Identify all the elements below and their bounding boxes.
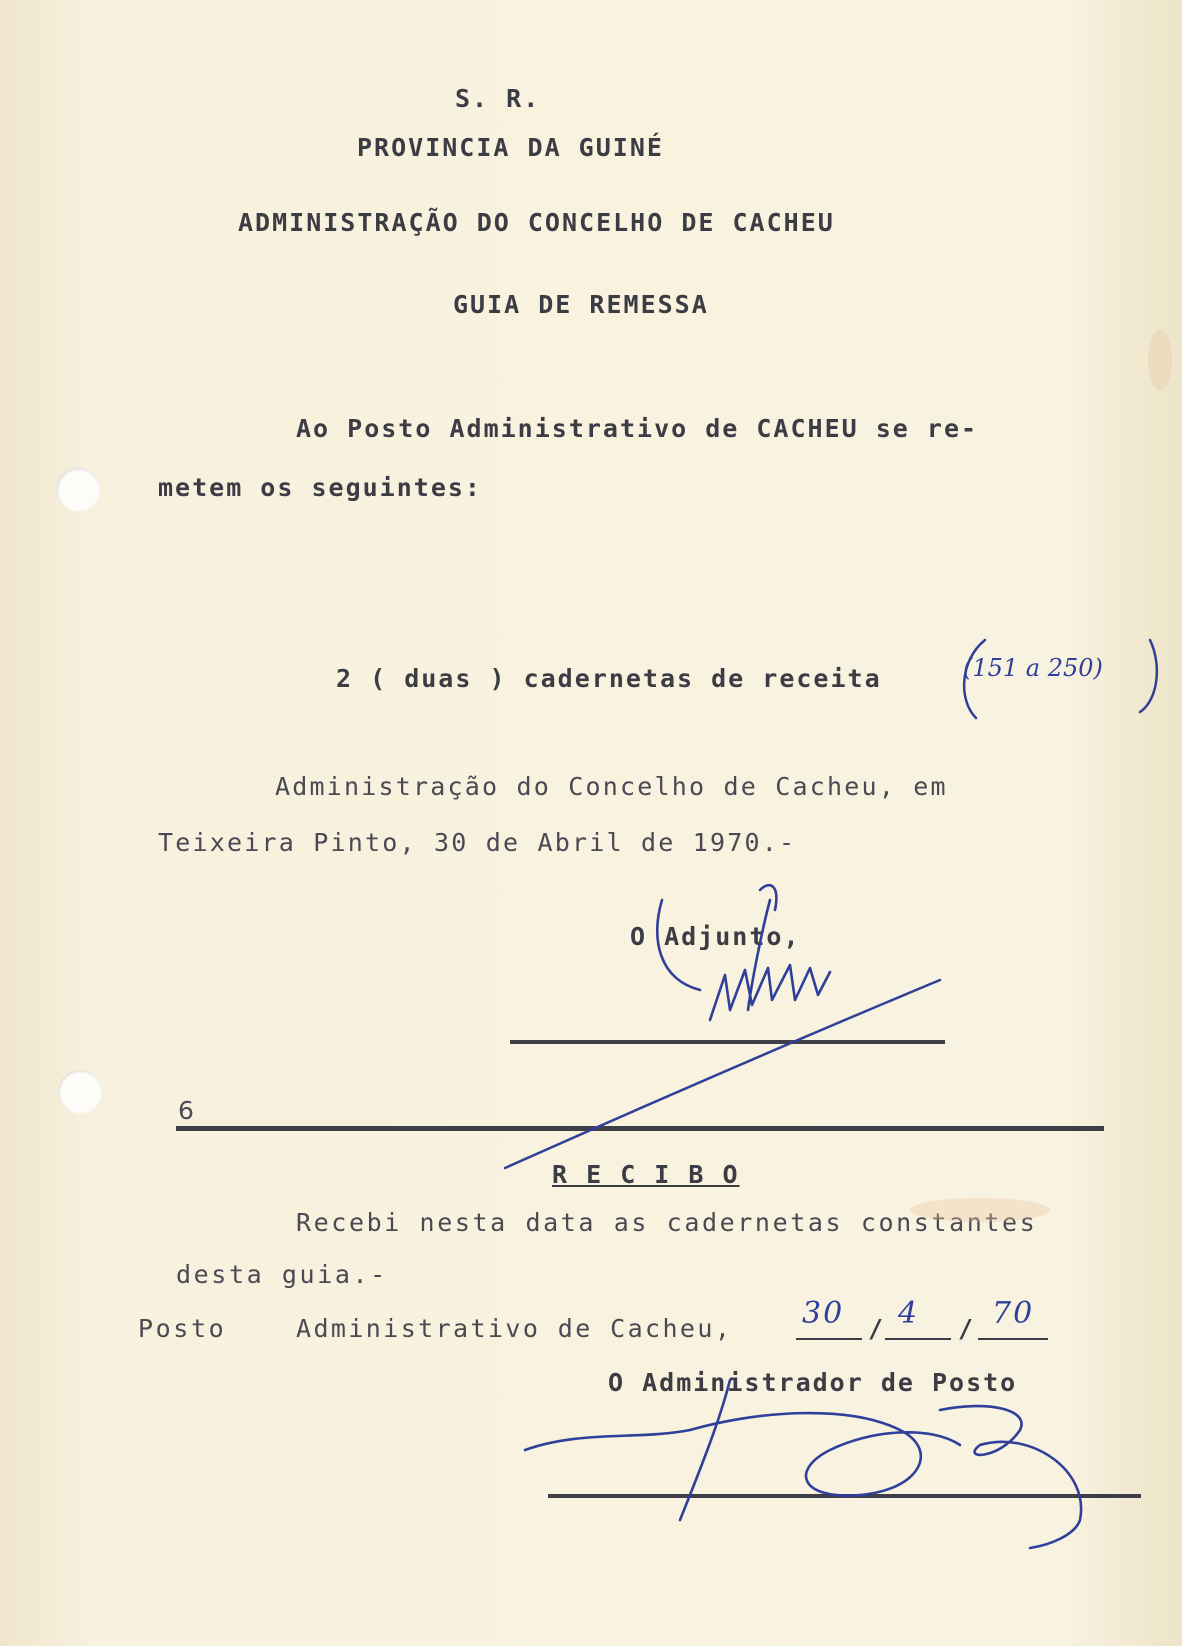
header-sr: S. R. — [455, 84, 541, 113]
receipt-line1: Recebi nesta data as cadernetas constantes — [296, 1208, 1038, 1237]
place-line1: Administração do Concelho de Cacheu, em — [275, 772, 948, 801]
header-document-title: GUIA DE REMESSA — [453, 290, 709, 319]
body-item: 2 ( duas ) cadernetas de receita — [336, 664, 882, 693]
receipt-date-slash1: / — [868, 1314, 886, 1343]
body-paragraph-line1: Ao Posto Administrativo de CACHEU se re- — [296, 414, 979, 443]
signature-administrador-icon — [525, 1380, 1081, 1548]
receipt-signer-title: O Administrador de Posto — [608, 1368, 1018, 1397]
header-administration: ADMINISTRAÇÃO DO CONCELHO DE CACHEU — [238, 208, 835, 237]
receipt-date-month: 4 — [898, 1296, 920, 1331]
place-date-line2: Teixeira Pinto, 30 de Abril de 1970.- — [158, 828, 797, 857]
receipt-line2: desta guia.- — [176, 1260, 388, 1289]
diagonal-pen-stroke-icon — [505, 980, 940, 1168]
receipt-title: R E C I B O — [552, 1160, 740, 1189]
receipt-place: Administrativo de Cacheu, — [296, 1314, 733, 1343]
receipt-date-day: 30 — [802, 1296, 845, 1331]
page-number: 6 — [178, 1096, 196, 1125]
header-province: PROVINCIA DA GUINÉ — [357, 133, 664, 162]
handwritten-bracket-left — [964, 640, 985, 718]
receipt-date-slash2: / — [958, 1314, 976, 1343]
signer-title-adjunto: O Adjunto, — [630, 922, 801, 951]
receipt-place-label: Posto — [138, 1314, 227, 1343]
body-item-handwritten-range: (151 a 250) — [963, 654, 1103, 682]
handwritten-bracket-right — [1140, 640, 1157, 712]
body-paragraph-line2: metem os seguintes: — [158, 473, 482, 502]
signature-adjunto-icon — [657, 885, 830, 1020]
receipt-date-year: 70 — [992, 1296, 1035, 1331]
